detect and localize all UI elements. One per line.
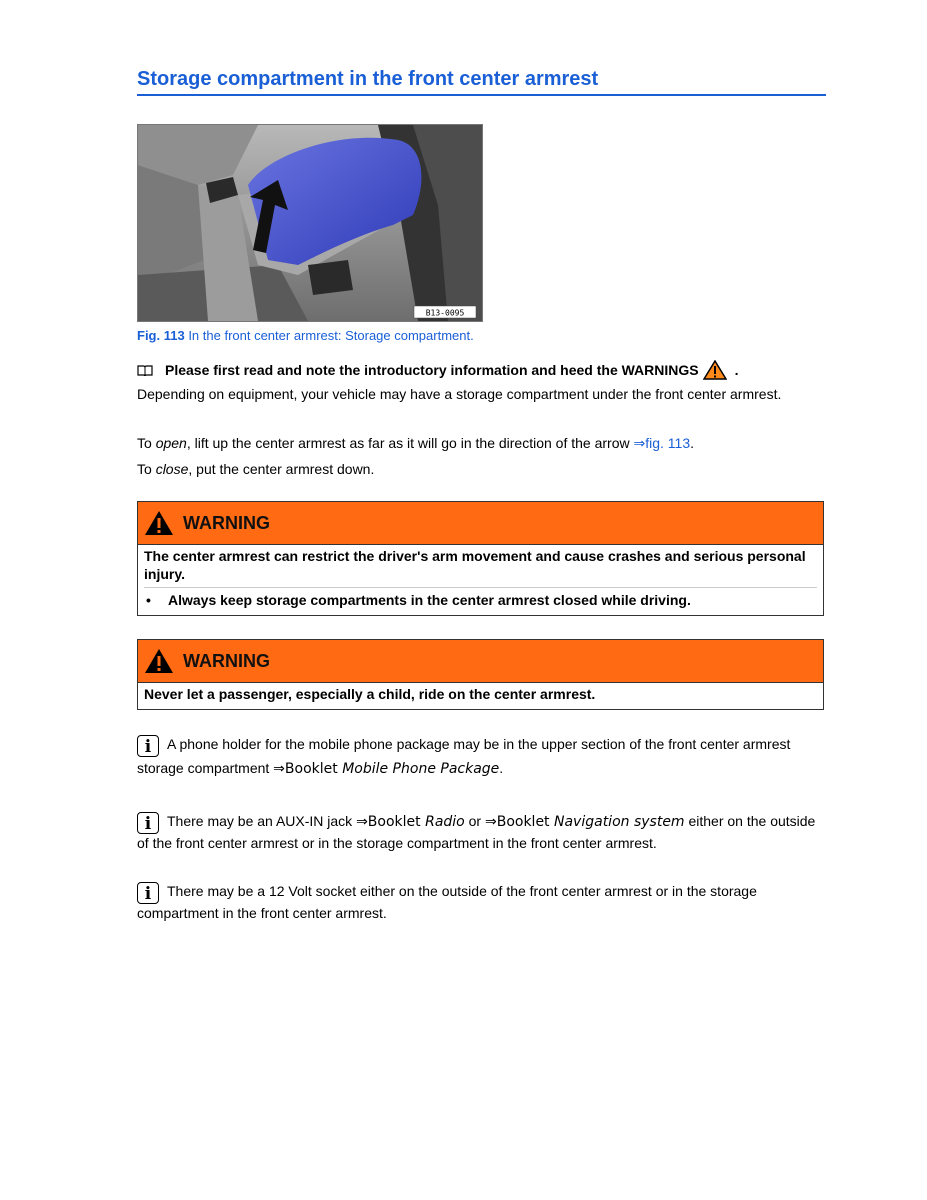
intro-period: . [734, 362, 739, 378]
intro-text: Please first read and note the introductory information and heed the WARNINGS [165, 362, 699, 378]
warning-body [138, 545, 823, 615]
paragraph-equipment: Depending on equipment, your vehicle may have a storage compartment under the front center armrest. [137, 386, 782, 402]
info-icon: i [137, 812, 159, 834]
emphasis-close: close [155, 461, 189, 477]
booklet-title: Radio [425, 814, 465, 830]
intro-line [137, 360, 739, 380]
paragraph-close: To close, put the center armrest down. [137, 461, 375, 477]
note-phone-holder: i A phone holder for the mobile phone package may be in the upper section of the front center armrest storage compartment ⇒Booklet Mobile Phone Package. [137, 736, 791, 777]
warning-label: WARNING [183, 650, 270, 671]
warning-bullet-text: Always keep storage compartments in the center armrest closed while driving. [168, 592, 691, 608]
warning-body [138, 683, 823, 709]
emphasis-open: open [155, 435, 187, 451]
info-icon: i [137, 882, 159, 904]
paragraph-open: To open, lift up the center armrest as far as it will go in the direction of the arrow ⇒fig. 113. [137, 435, 694, 451]
book-icon [137, 364, 153, 376]
booklet-title: Mobile Phone Package [342, 761, 500, 777]
warning-header [138, 640, 823, 683]
booklet-ref: ⇒Booklet [484, 814, 554, 830]
warning-text: Never let a passenger, especially a child, ride on the center armrest. [144, 686, 596, 702]
page-title: Storage compartment in the front center armrest [137, 68, 826, 96]
booklet-ref: ⇒Booklet [273, 761, 343, 777]
figure-code: B13-0095 [425, 308, 465, 318]
info-icon: i [137, 735, 159, 757]
warning-box-2 [137, 639, 824, 710]
booklet-title: Navigation system [554, 814, 685, 830]
figure-armrest-image [137, 124, 483, 322]
warning-header [138, 502, 823, 545]
figure-caption-label: Fig. 113 [137, 328, 185, 343]
warning-triangle-icon [144, 648, 174, 674]
warning-triangle-icon [144, 510, 174, 536]
note-12v-socket: i There may be a 12 Volt socket either on the outside of the front center armrest or in the storage compartment in the front center armrest. [137, 883, 757, 921]
warning-triangle-icon [703, 360, 727, 380]
warning-box-1 [137, 501, 824, 616]
warning-label: WARNING [183, 512, 270, 533]
booklet-ref: ⇒Booklet [356, 814, 426, 830]
note-aux-in: i There may be an AUX-IN jack ⇒Booklet Radio or ⇒Booklet Navigation system either on the outside of the front center armrest or in the storage compartment in the front center armrest. [137, 813, 816, 851]
figure-caption [137, 328, 474, 343]
figure-caption-text: In the front center armrest: Storage compartment. [184, 328, 474, 343]
warning-bullet: • Always keep storage compartments in the center armrest closed while driving. [144, 587, 817, 609]
figure-link[interactable]: ⇒fig. 113 [633, 435, 691, 451]
warning-text: The center armrest can restrict the driver's arm movement and cause crashes and serious personal injury. [144, 548, 806, 582]
